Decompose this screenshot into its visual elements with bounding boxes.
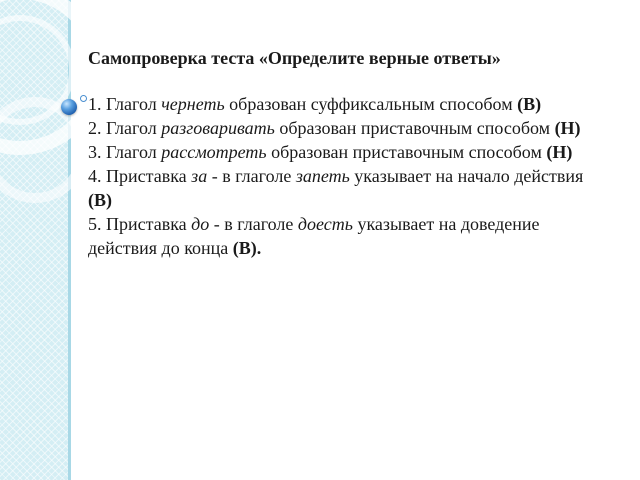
item-word: разговаривать <box>161 118 275 138</box>
item-text: Глагол <box>101 118 162 138</box>
page-title: Самопроверка теста «Определите верные ответы» <box>88 48 501 68</box>
item-text: образован суффиксальным способом <box>224 94 518 114</box>
item-text: - в глаголе <box>209 214 298 234</box>
item-prefix: до <box>191 214 210 234</box>
item-prefix: за <box>191 166 208 186</box>
answer-item-4 <box>88 164 608 212</box>
item-word: рассмотреть <box>161 142 267 162</box>
item-text: Приставка <box>101 166 192 186</box>
item-number: 5. <box>88 214 102 234</box>
ring-large <box>0 0 98 148</box>
item-word: чернеть <box>161 94 225 114</box>
item-answer: (Н) <box>546 142 573 162</box>
item-word: доесть <box>297 214 353 234</box>
item-number: 4. <box>88 166 102 186</box>
content-area <box>88 46 608 260</box>
item-text: образован приставочным способом <box>274 118 555 138</box>
item-text: Глагол <box>101 142 162 162</box>
item-number: 3. <box>88 142 102 162</box>
answer-item-3 <box>88 140 608 164</box>
item-text: указывает на доведение действия до конца <box>88 214 540 258</box>
item-answer: (В). <box>232 238 262 258</box>
item-number: 2. <box>88 118 102 138</box>
item-word: запеть <box>295 166 350 186</box>
item-answer: (Н) <box>554 118 581 138</box>
answer-item-2 <box>88 116 608 140</box>
answer-item-1 <box>88 92 608 116</box>
item-text: образован приставочным способом <box>266 142 547 162</box>
item-answer: (В) <box>88 190 112 210</box>
item-answer: (В) <box>517 94 542 114</box>
item-text: Приставка <box>101 214 192 234</box>
bullet-dot-icon <box>61 99 77 115</box>
answer-item-5 <box>88 212 608 260</box>
item-text: Глагол <box>101 94 162 114</box>
item-text: - в глаголе <box>207 166 296 186</box>
bullet-ring-icon <box>80 95 87 102</box>
item-number: 1. <box>88 94 102 114</box>
item-text: указывает на начало действия <box>349 166 584 186</box>
